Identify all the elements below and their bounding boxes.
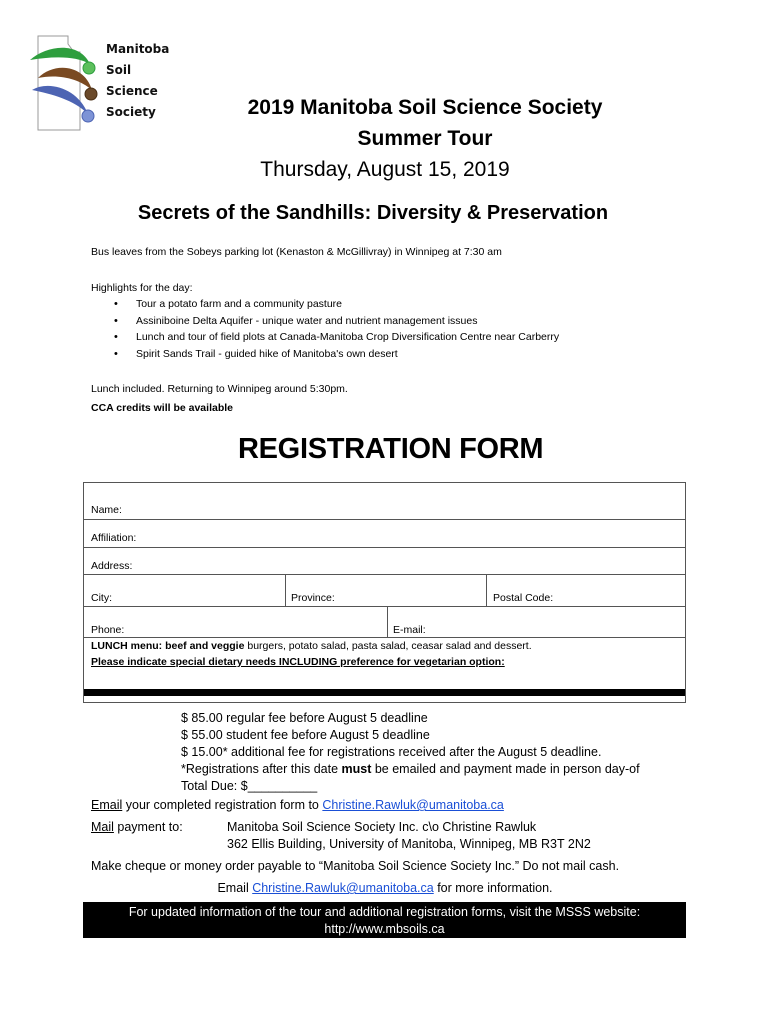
logo-text-line1: Manitoba (106, 42, 170, 56)
affiliation-label: Affiliation: (91, 532, 137, 544)
website-link[interactable]: http://www.mbsoils.ca (324, 922, 445, 936)
mail-address-line2: 362 Ellis Building, University of Manitoba, Winnipeg, MB R3T 2N2 (227, 837, 591, 851)
highlight-item: • Spirit Sands Trail - guided hike of Manitoba's own desert (106, 347, 559, 364)
name-row[interactable] (84, 483, 685, 520)
logo-text-line4: Society (106, 105, 156, 119)
more-info-line (0, 880, 770, 897)
phone-label: Phone: (91, 624, 125, 636)
late-note-bold: must (341, 762, 372, 776)
more-info-pre: Email (217, 881, 253, 895)
page-title-line2: Summer Tour (357, 127, 493, 150)
highlights-list (106, 297, 559, 363)
email-link[interactable]: Christine.Rawluk@umanitoba.ca (322, 798, 504, 812)
email-word: Email (91, 798, 123, 812)
lunch-menu-rest: burgers, potato salad, pasta salad, ceasar salad and dessert. (244, 640, 532, 652)
tour-date: Thursday, August 15, 2019 (260, 158, 510, 181)
address-label: Address: (91, 560, 133, 572)
dietary-needs-label: Please indicate special dietary needs INCLUDING preference for vegetarian option: (91, 656, 505, 668)
divider (285, 574, 286, 606)
total-due: Total Due: $__________ (181, 779, 318, 793)
footer-banner (83, 902, 686, 938)
postal-code-label: Postal Code: (493, 592, 554, 604)
late-note-pre: *Registrations after this date (181, 762, 342, 776)
logo-text-line3: Science (106, 84, 158, 98)
more-info-post: for more information. (433, 881, 553, 895)
province-label: Province: (291, 592, 335, 604)
highlight-item: • Tour a potato farm and a community pasture (106, 297, 559, 314)
page-title-line1: 2019 Manitoba Soil Science Society (247, 96, 603, 119)
affiliation-row[interactable] (84, 519, 685, 548)
late-note-post: be emailed and payment made in person day-of (371, 762, 640, 776)
mail-instruction-text: payment to: (113, 820, 183, 834)
cheque-instruction: Make cheque or money order payable to “Manitoba Soil Science Society Inc.” Do not mail cash. (91, 859, 620, 873)
city-label: City: (91, 592, 112, 604)
highlight-item: • Assiniboine Delta Aquifer - unique water and nutrient management issues (106, 314, 559, 331)
footer-text: For updated information of the tour and additional registration forms, visit the MSSS website: (128, 905, 641, 919)
lunch-menu-bold: LUNCH menu: beef and veggie (91, 640, 245, 652)
tour-subtitle: Secrets of the Sandhills: Diversity & Preservation (137, 202, 609, 224)
divider (387, 606, 388, 637)
name-label: Name: (91, 504, 122, 516)
highlights-label: Highlights for the day: (91, 282, 193, 294)
email-label: E-mail: (393, 624, 426, 636)
email-instruction-text: your completed registration form to (122, 798, 323, 812)
divider (486, 574, 487, 606)
lunch-included-note: Lunch included. Returning to Winnipeg around 5:30pm. (91, 383, 348, 395)
highlight-item: • Lunch and tour of field plots at Canada-Manitoba Crop Diversification Centre near Carberry (106, 330, 559, 347)
late-note (181, 761, 640, 778)
phone-email-row (84, 606, 685, 638)
fee-late: $ 15.00* additional fee for registrations received after the August 5 deadline. (181, 745, 602, 759)
city-province-postal-row (84, 574, 685, 607)
logo-text-line2: Soil (106, 63, 132, 77)
email-instruction (91, 797, 504, 814)
registration-form-heading: REGISTRATION FORM (238, 433, 544, 465)
fee-student: $ 55.00 student fee before August 5 deadline (181, 728, 430, 742)
mail-address-line1: Manitoba Soil Science Society Inc. c\o Christine Rawluk (227, 820, 537, 834)
address-row[interactable] (84, 547, 685, 575)
mail-word: Mail (91, 820, 114, 834)
form-bottom-bar (84, 689, 685, 696)
registration-form (83, 482, 686, 703)
bus-info: Bus leaves from the Sobeys parking lot (Kenaston & McGillivray) in Winnipeg at 7:30 am (91, 246, 502, 258)
fee-list (181, 710, 640, 795)
fee-regular: $ 85.00 regular fee before August 5 deadline (181, 711, 428, 725)
cca-credits-note: CCA credits will be available (91, 402, 233, 414)
mail-instruction (91, 819, 183, 836)
lunch-menu (91, 639, 532, 653)
info-email-link[interactable]: Christine.Rawluk@umanitoba.ca (252, 881, 434, 895)
